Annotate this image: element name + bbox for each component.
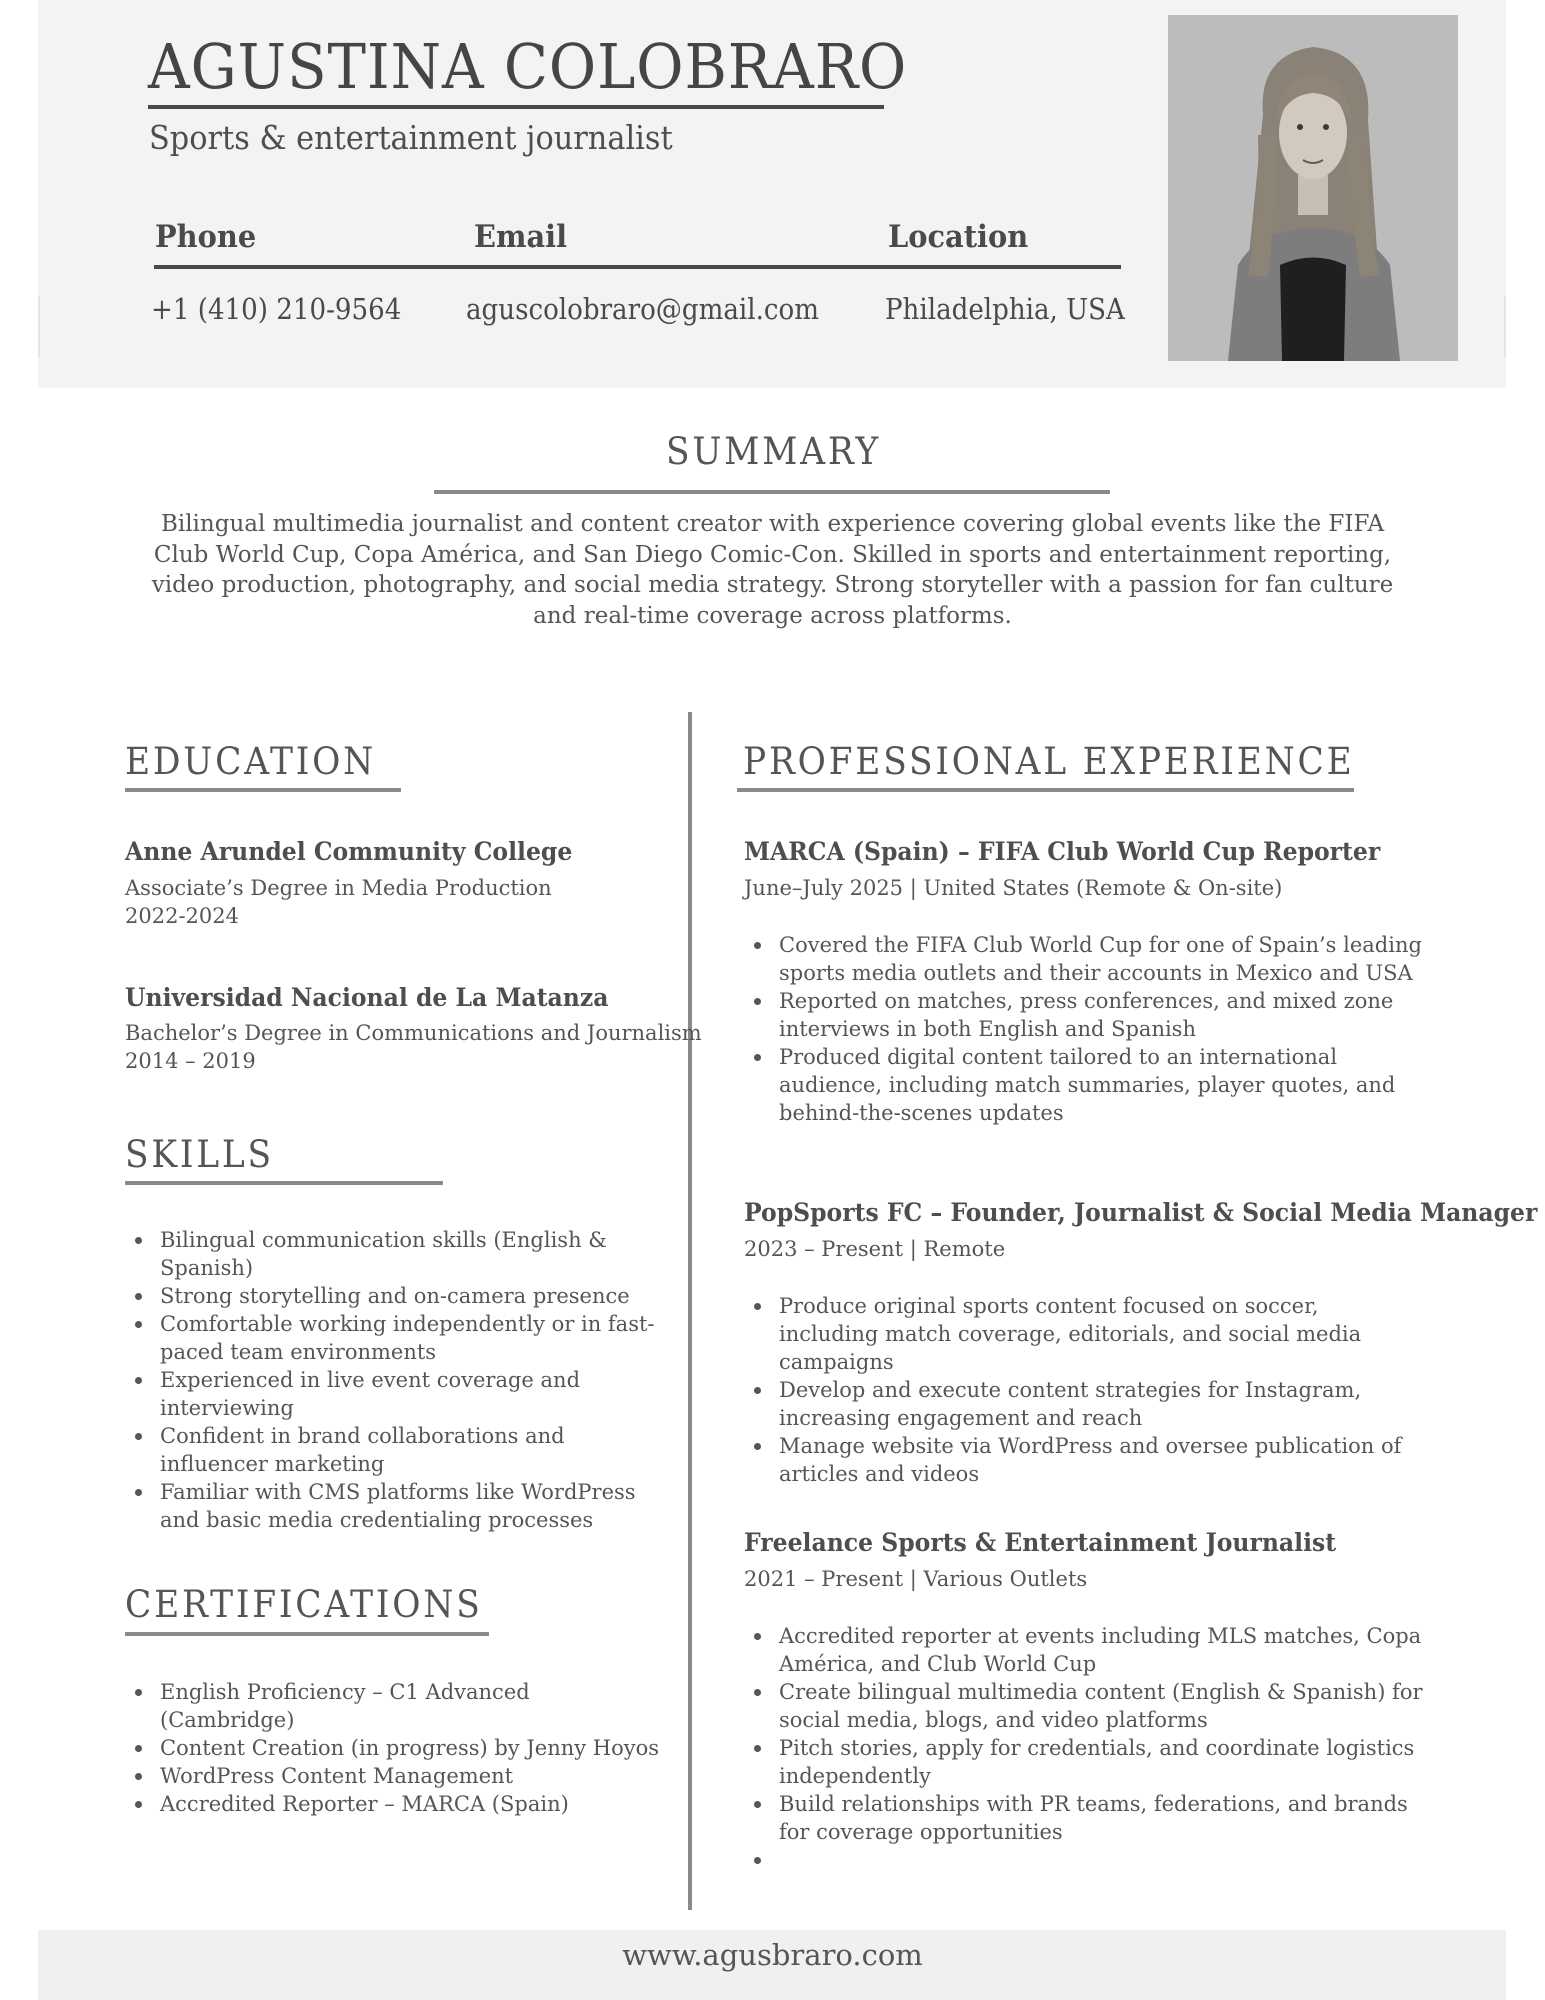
certifications-list bbox=[125, 1678, 670, 1818]
column-divider bbox=[688, 712, 692, 1910]
job-bullet: Covered the FIFA Club World Cup for one of Spain’s leading sports media outlets and their accounts in Mexico and USA bbox=[744, 931, 1424, 987]
skills-heading: SKILLS bbox=[125, 1133, 274, 1176]
education-degree: Associate’s Degree in Media Production bbox=[125, 876, 552, 900]
education-school: Anne Arundel Community College bbox=[125, 837, 573, 866]
skill-item: Strong storytelling and on-camera presence bbox=[125, 1282, 670, 1310]
job-bullets bbox=[744, 1292, 1424, 1488]
job-bullet: Produce original sports content focused on soccer, including match coverage, editorials, and social media campaigns bbox=[744, 1292, 1424, 1376]
location-value: Philadelphia, USA bbox=[885, 292, 1125, 326]
summary-underline bbox=[434, 490, 1110, 494]
job-bullet: Reported on matches, press conferences, and mixed zone interviews in both English and Spanish bbox=[744, 987, 1424, 1043]
job-title: MARCA (Spain) – FIFA Club World Cup Reporter bbox=[744, 837, 1381, 866]
skill-item: Confident in brand collaborations and influencer marketing bbox=[125, 1422, 670, 1478]
skill-item: Experienced in live event coverage and interviewing bbox=[125, 1366, 670, 1422]
website-link[interactable]: www.agusbraro.com bbox=[622, 1938, 923, 1972]
experience-heading: PROFESSIONAL EXPERIENCE bbox=[743, 740, 1355, 783]
job-bullet: Produced digital content tailored to an international audience, including match summaries, player quotes, and behind-the-scenes updates bbox=[744, 1043, 1424, 1127]
profile-photo bbox=[1168, 15, 1458, 361]
certification-item: Content Creation (in progress) by Jenny Hoyos bbox=[125, 1734, 670, 1762]
education-underline bbox=[125, 788, 401, 792]
contact-underline bbox=[154, 265, 1121, 269]
portrait-illustration bbox=[1168, 15, 1458, 361]
candidate-role: Sports & entertainment journalist bbox=[149, 118, 673, 157]
job-bullet: Develop and execute content strategies for Instagram, increasing engagement and reach bbox=[744, 1376, 1424, 1432]
phone-label: Phone bbox=[155, 219, 257, 255]
job-title: PopSports FC – Founder, Journalist & Social Media Manager bbox=[744, 1198, 1538, 1227]
job-bullet-empty bbox=[744, 1846, 1424, 1874]
header-edge bbox=[38, 296, 40, 358]
skill-item: Bilingual communication skills (English & Spanish) bbox=[125, 1226, 670, 1282]
email-value[interactable]: aguscolobraro@gmail.com bbox=[466, 292, 819, 326]
job-bullet: Pitch stories, apply for credentials, and coordinate logistics independently bbox=[744, 1734, 1424, 1790]
phone-value: +1 (410) 210-9564 bbox=[151, 292, 402, 326]
name-underline bbox=[148, 105, 884, 109]
job-bullet: Accredited reporter at events including MLS matches, Copa América, and Club World Cup bbox=[744, 1622, 1424, 1678]
education-school: Universidad Nacional de La Matanza bbox=[125, 983, 609, 1012]
skill-item: Familiar with CMS platforms like WordPress and basic media credentialing processes bbox=[125, 1478, 670, 1534]
education-years: 2022-2024 bbox=[125, 904, 239, 928]
education-degree: Bachelor’s Degree in Communications and Journalism bbox=[125, 1021, 702, 1045]
certification-item: WordPress Content Management bbox=[125, 1762, 670, 1790]
job-meta: 2023 – Present | Remote bbox=[744, 1237, 1006, 1261]
skills-underline bbox=[125, 1181, 443, 1185]
job-meta: June–July 2025 | United States (Remote & On-site) bbox=[744, 876, 1283, 900]
email-label: Email bbox=[474, 219, 568, 255]
certifications-heading: CERTIFICATIONS bbox=[125, 1583, 483, 1626]
summary-heading: SUMMARY bbox=[666, 430, 881, 473]
education-heading: EDUCATION bbox=[125, 740, 376, 783]
job-bullet: Build relationships with PR teams, federations, and brands for coverage opportunities bbox=[744, 1790, 1424, 1846]
certification-item: Accredited Reporter – MARCA (Spain) bbox=[125, 1790, 670, 1818]
certification-item: English Proficiency – C1 Advanced (Cambridge) bbox=[125, 1678, 670, 1734]
job-bullet: Manage website via WordPress and oversee publication of articles and videos bbox=[744, 1432, 1424, 1488]
certifications-underline bbox=[125, 1632, 489, 1636]
skills-list bbox=[125, 1226, 670, 1534]
candidate-name: AGUSTINA COLOBRARO bbox=[148, 30, 908, 103]
job-meta: 2021 – Present | Various Outlets bbox=[744, 1567, 1088, 1591]
job-title: Freelance Sports & Entertainment Journalist bbox=[744, 1528, 1337, 1557]
job-bullets bbox=[744, 1622, 1424, 1874]
skill-item: Comfortable working independently or in fast-paced team environments bbox=[125, 1310, 670, 1366]
job-bullets bbox=[744, 931, 1424, 1127]
location-label: Location bbox=[888, 219, 1029, 255]
education-years: 2014 – 2019 bbox=[125, 1049, 256, 1073]
job-bullet: Create bilingual multimedia content (English & Spanish) for social media, blogs, and video platforms bbox=[744, 1678, 1424, 1734]
experience-underline bbox=[737, 788, 1354, 792]
summary-text: Bilingual multimedia journalist and content creator with experience covering global events like the FIFA Club World Cup, Copa América, and San Diego Comic-Con. Skilled in sports and entertainment reporting, video production, photography, and social media strategy. Strong storyteller with a passion for fan culture and real-time coverage across platforms. bbox=[151, 511, 1394, 629]
header-edge bbox=[1504, 296, 1506, 358]
